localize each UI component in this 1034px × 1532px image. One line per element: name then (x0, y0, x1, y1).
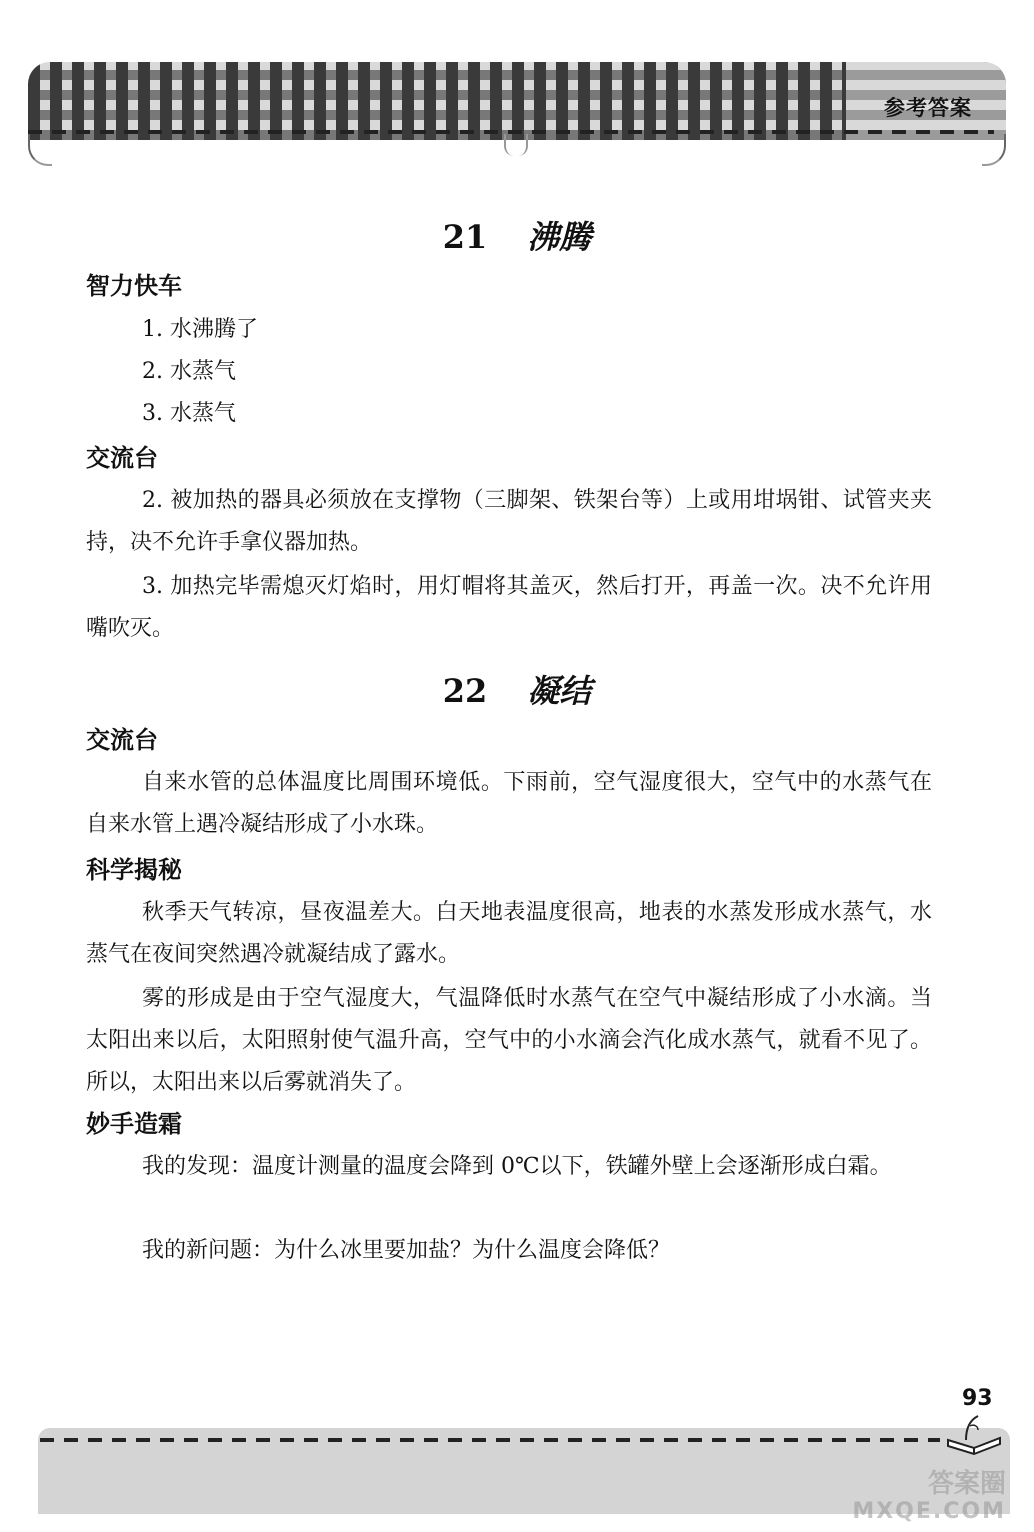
chapter-number: 21 (442, 218, 488, 256)
header-curve-left (28, 134, 52, 166)
chapter-21-title (0, 212, 1034, 258)
answer-item: 2. 水蒸气 (142, 359, 236, 384)
header-curve-right (982, 134, 1006, 166)
section-heading: 妙手造霜 (86, 1110, 182, 1138)
watermark-url: MXQE.COM (852, 1499, 1006, 1524)
footer-dashed-line (40, 1438, 940, 1442)
chapter-number: 22 (442, 672, 488, 710)
page-number: 93 (962, 1386, 993, 1411)
paragraph: 自来水管的总体温度比周围环境低。下雨前，空气湿度很大，空气中的水蒸气在自来水管上遇冷凝结形成了小水珠。 (86, 770, 932, 837)
header-label: 参考答案 (884, 96, 972, 120)
chapter-title: 沸腾 (527, 218, 592, 256)
header-notch (504, 134, 528, 156)
paragraph: 3. 加热完毕需熄灭灯焰时，用灯帽将其盖灭，然后打开，再盖一次。决不允许用嘴吹灭。 (86, 574, 932, 641)
section-heading: 智力快车 (86, 272, 182, 300)
header-band (28, 62, 1006, 140)
answer-item: 1. 水沸腾了 (142, 317, 258, 342)
paragraph: 2. 被加热的器具必须放在支撑物（三脚架、铁架台等）上或用坩埚钳、试管夹夹持，决不允许手拿仪器加热。 (86, 488, 932, 555)
section-heading: 科学揭秘 (86, 856, 182, 884)
paragraph: 我的发现：温度计测量的温度会降到 0℃以下，铁罐外壁上会逐渐形成白霜。 (142, 1154, 892, 1179)
paragraph: 秋季天气转凉，昼夜温差大。白天地表温度很高，地表的水蒸发形成水蒸气，水蒸气在夜间突然遇冷就凝结成了露水。 (86, 900, 932, 967)
section-heading: 交流台 (86, 444, 158, 472)
paragraph: 雾的形成是由于空气湿度大，气温降低时水蒸气在空气中凝结形成了小水滴。当太阳出来以后，太阳照射使气温升高，空气中的小水滴会汽化成水蒸气，就看不见了。所以，太阳出来以后雾就消失了。 (86, 986, 932, 1095)
answer-item: 3. 水蒸气 (142, 401, 236, 426)
watermark (852, 1470, 1006, 1526)
paragraph: 我的新问题：为什么冰里要加盐？为什么温度会降低？ (142, 1238, 671, 1263)
chapter-title: 凝结 (527, 672, 592, 710)
open-book-icon (944, 1412, 1004, 1456)
chapter-22-title (0, 666, 1034, 712)
section-heading: 交流台 (86, 726, 158, 754)
watermark-text: 答案圈 (927, 1469, 1006, 1499)
